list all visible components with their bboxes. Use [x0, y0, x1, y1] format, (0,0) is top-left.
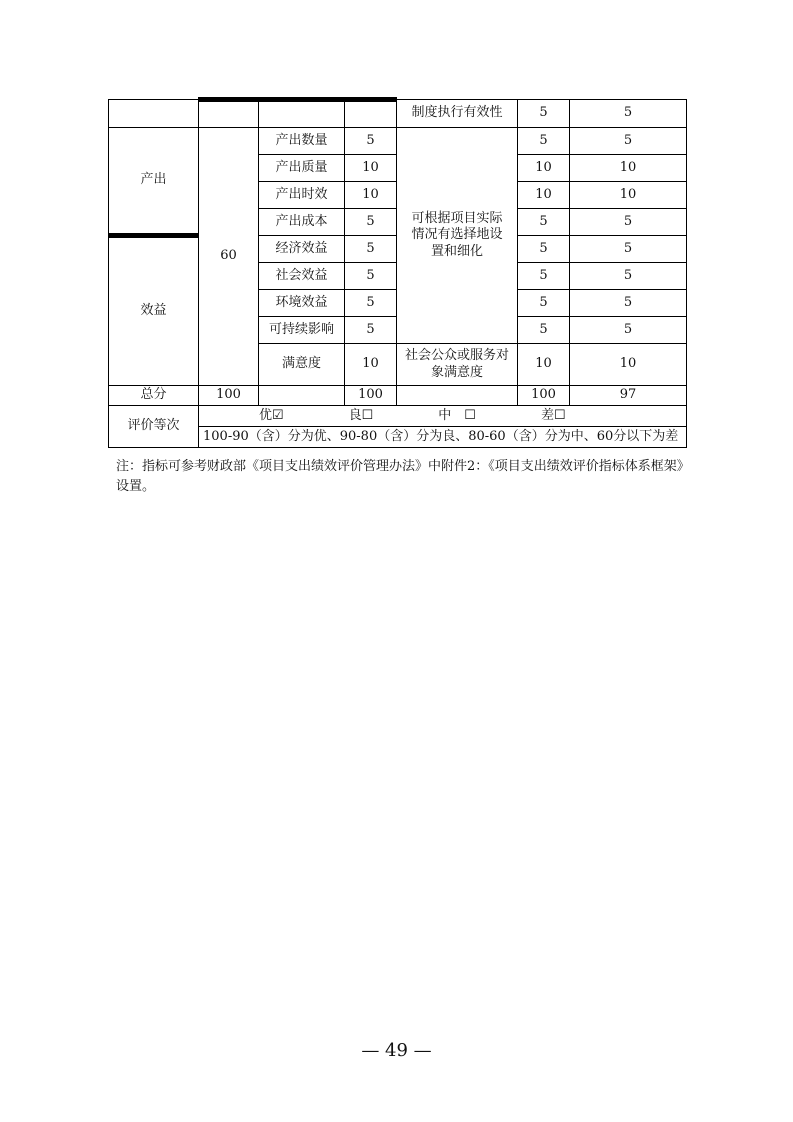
- footnote: 注：指标可参考财政部《项目支出绩效评价管理办法》中附件2：《项目支出绩效评价指标体系框架》设置。: [116, 459, 684, 495]
- sub-indicator-cell: 产出成本: [259, 209, 345, 236]
- sub-indicator-cell: 产出时效: [259, 182, 345, 209]
- description-cell: 制度执行有效性: [397, 100, 518, 128]
- score-cell: 10: [570, 182, 687, 209]
- indicator-weight-cell: 60: [199, 128, 259, 386]
- total-empty-cell: [259, 386, 345, 406]
- total-target: 100: [518, 386, 570, 406]
- sub-indicator-cell: 满意度: [259, 344, 345, 386]
- target-cell: 5: [518, 317, 570, 344]
- indicator-output-cell: 产出: [109, 128, 199, 236]
- grade-label: 评价等次: [109, 406, 199, 448]
- sub-weight-cell: 10: [345, 344, 397, 386]
- table-row: [109, 100, 687, 128]
- score-cell: 10: [570, 155, 687, 182]
- target-cell: 5: [518, 236, 570, 263]
- total-sub-weight: 100: [345, 386, 397, 406]
- score-cell: 5: [570, 209, 687, 236]
- grade-options-row: [109, 406, 687, 427]
- sub-weight-cell: [345, 100, 397, 128]
- sub-weight-cell: 5: [345, 236, 397, 263]
- score-cell: 10: [570, 344, 687, 386]
- sub-indicator-cell: 社会效益: [259, 263, 345, 290]
- sub-weight-cell: 10: [345, 182, 397, 209]
- total-label: 总分: [109, 386, 199, 406]
- sub-weight-cell: 5: [345, 317, 397, 344]
- score-cell: 5: [570, 290, 687, 317]
- table-row: [109, 128, 687, 155]
- sub-weight-cell: 5: [345, 290, 397, 317]
- indicator-weight-cell: [199, 100, 259, 128]
- sub-indicator-cell: 环境效益: [259, 290, 345, 317]
- total-empty-cell: [397, 386, 518, 406]
- grade-description: 100-90（含）分为优、90-80（含）分为良、80-60（含）分为中、60分以下为差: [199, 427, 687, 448]
- sub-weight-cell: 5: [345, 263, 397, 290]
- page-number: — 49 —: [361, 1040, 432, 1061]
- description-cell: 可根据项目实际情况有选择地设置和细化: [397, 128, 518, 344]
- score-cell: 5: [570, 317, 687, 344]
- description-cell: 社会公众或服务对象满意度: [397, 344, 518, 386]
- total-row: [109, 386, 687, 406]
- total-score: 97: [570, 386, 687, 406]
- sub-indicator-cell: [259, 100, 345, 128]
- indicator-benefit-cell: 效益: [109, 236, 199, 386]
- target-cell: 10: [518, 182, 570, 209]
- target-cell: 5: [518, 263, 570, 290]
- indicator-cell: [109, 100, 199, 128]
- grade-options: 优☑ 良☐ 中 ☐ 差☐: [199, 406, 687, 427]
- target-cell: 5: [518, 100, 570, 128]
- target-cell: 5: [518, 209, 570, 236]
- performance-evaluation-table: [108, 97, 687, 448]
- sub-weight-cell: 5: [345, 128, 397, 155]
- sub-indicator-cell: 产出数量: [259, 128, 345, 155]
- sub-indicator-cell: 可持续影响: [259, 317, 345, 344]
- target-cell: 10: [518, 344, 570, 386]
- sub-indicator-cell: 产出质量: [259, 155, 345, 182]
- score-cell: 5: [570, 100, 687, 128]
- sub-indicator-cell: 经济效益: [259, 236, 345, 263]
- total-indicator-weight: 100: [199, 386, 259, 406]
- score-cell: 5: [570, 128, 687, 155]
- target-cell: 5: [518, 128, 570, 155]
- score-cell: 5: [570, 236, 687, 263]
- sub-weight-cell: 5: [345, 209, 397, 236]
- score-cell: 5: [570, 263, 687, 290]
- sub-weight-cell: 10: [345, 155, 397, 182]
- target-cell: 5: [518, 290, 570, 317]
- target-cell: 10: [518, 155, 570, 182]
